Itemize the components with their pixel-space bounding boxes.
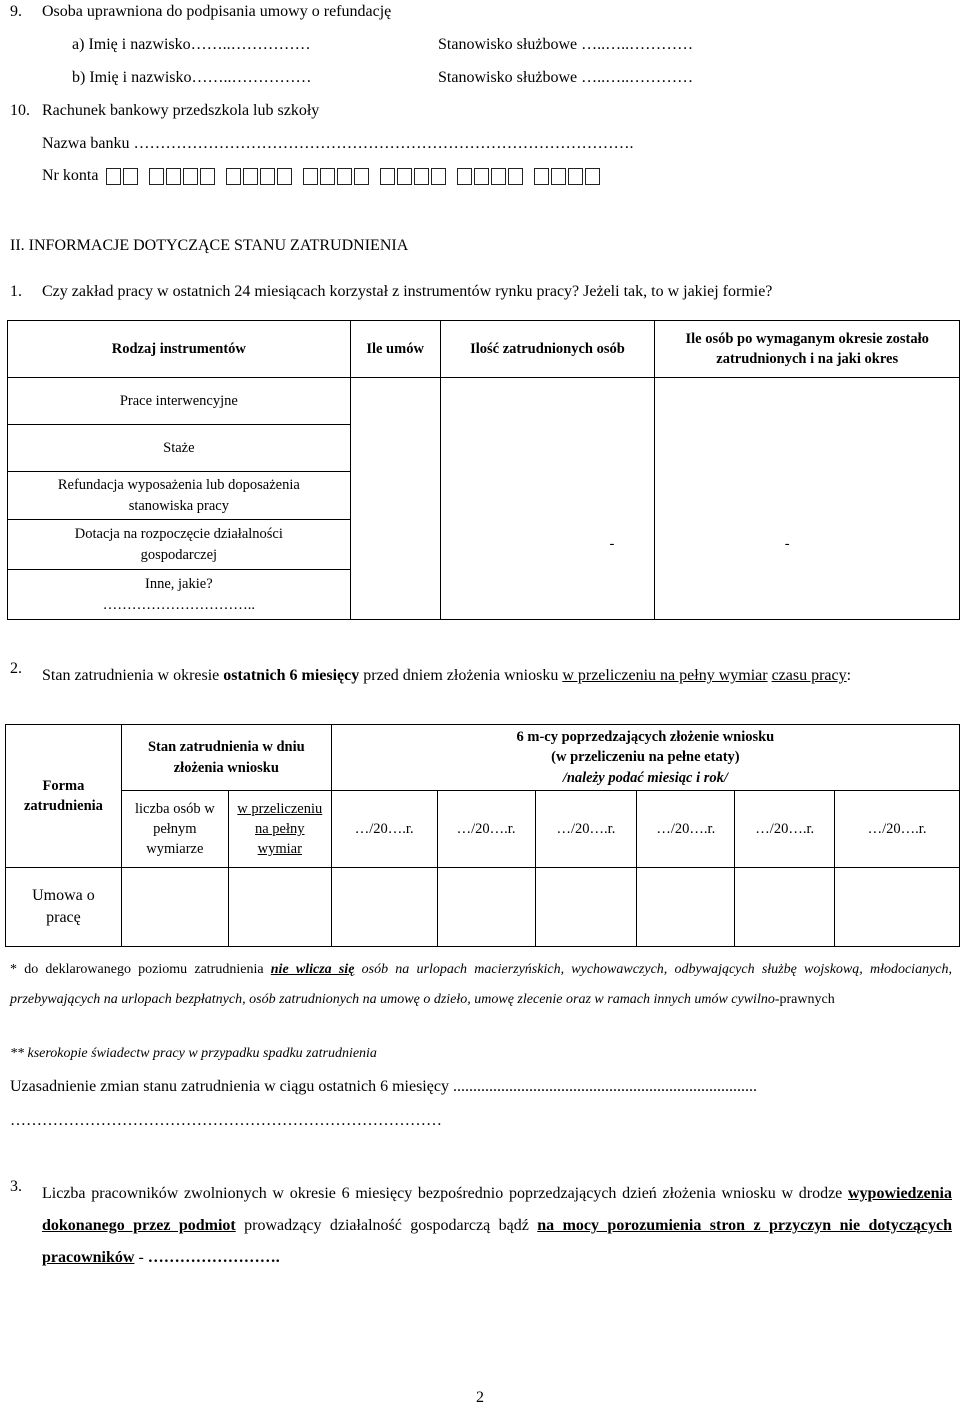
account-digit-box[interactable] <box>260 168 275 185</box>
sec9-b-position-label: Stanowisko służbowe <box>438 69 578 86</box>
instruments-table <box>7 320 960 620</box>
q3-underline1: wypowiedzenia dokonanego przez podmiot <box>42 1185 952 1234</box>
note-1-a: * do deklarowanego poziomu zatrudnienia <box>10 962 271 977</box>
account-digit-box[interactable] <box>123 168 138 185</box>
row-label: Staże <box>8 425 351 472</box>
table-cell[interactable] <box>637 868 735 947</box>
q3-part1: Liczba pracowników zwolnionych w okresie 6 miesięcy bezpośrednio poprzedzających dzień złożenia wniosku w drodze <box>42 1185 848 1202</box>
account-digit-box[interactable] <box>568 168 583 185</box>
employment-table <box>5 724 960 947</box>
account-digit-box[interactable] <box>200 168 215 185</box>
conv-header: w przeliczeniu na pełny wymiar <box>228 791 331 868</box>
sec9-a-position <box>438 36 693 54</box>
account-digit-box[interactable] <box>166 168 181 185</box>
q3-part2: prowadzący działalność gospodarczą bądź <box>235 1217 538 1234</box>
account-digit-box[interactable] <box>354 168 369 185</box>
table-cell[interactable] <box>350 378 440 425</box>
q1-text: Czy zakład pracy w ostatnich 24 miesiącach korzystał z instrumentów rynku pracy? Jeżeli tak, to w jakiej formie? <box>42 283 773 300</box>
account-digit-box[interactable] <box>106 168 121 185</box>
bank-field[interactable]: …………………………………………………………………………………. <box>133 135 634 152</box>
note-1 <box>10 955 952 1014</box>
account-digit-box[interactable] <box>431 168 446 185</box>
row-label: Dotacja na rozpoczęcie działalności gospodarczej <box>8 520 351 570</box>
row-label: Umowa o pracę <box>6 868 122 947</box>
q2-part1: Stan zatrudnienia w okresie <box>42 667 224 684</box>
sec9-title: Osoba uprawniona do podpisania umowy o refundację <box>42 3 392 20</box>
q1-number: 1. <box>10 283 22 300</box>
six-months-header <box>331 725 959 791</box>
justification-label[interactable]: Uzasadnienie zmian stanu zatrudnienia w ciągu ostatnich 6 miesięcy ............................................................................ <box>10 1078 757 1095</box>
account-digit-box[interactable] <box>337 168 352 185</box>
row-label: Prace interwencyjne <box>8 378 351 425</box>
sec9-a-name-label: Imię i nazwisko <box>88 36 191 53</box>
month-cell[interactable]: …/20….r. <box>437 791 535 868</box>
sec9-number: 9. <box>10 3 22 20</box>
account-digit-box[interactable] <box>303 168 318 185</box>
state-header: Stan zatrudnienia w dniu złożenia wniosku <box>121 725 331 791</box>
table-cell[interactable] <box>350 520 440 570</box>
account-digit-box[interactable] <box>149 168 164 185</box>
bank-label: Nazwa banku <box>42 135 130 152</box>
dash-value: - <box>609 536 615 553</box>
table-cell[interactable] <box>440 520 655 570</box>
sec9-b-row <box>72 69 312 87</box>
table-cell[interactable] <box>437 868 535 947</box>
sec9-b-position-field[interactable]: …..…..………… <box>581 69 694 86</box>
justification-dots[interactable]: ……………………………………………………………………… <box>10 1112 442 1129</box>
account-digit-box[interactable] <box>277 168 292 185</box>
month-cell[interactable]: …/20….r. <box>535 791 637 868</box>
table-cell[interactable] <box>535 868 637 947</box>
account-digit-box[interactable] <box>491 168 506 185</box>
account-boxes[interactable] <box>106 167 602 184</box>
header-contracts: Ile umów <box>350 321 440 378</box>
note-1-c: osób na urlopach macierzyńskich, wychowawczych, odbywających służbę wojskową, młodocianych, przebywających na urlopach bezpłatnych, osób zatrudnionych na umowę o dzieło, umowę zlecenie oraz w ramach innych umów cywilno- <box>10 962 952 1007</box>
account-digit-box[interactable] <box>226 168 241 185</box>
header-employed-count: Ilość zatrudnionych osób <box>440 321 655 378</box>
table-cell[interactable] <box>655 472 960 520</box>
note-1-emphasis: nie wlicza się <box>270 962 355 977</box>
sec9-a-name-field[interactable]: ……..…………… <box>190 36 311 53</box>
table-cell[interactable] <box>350 425 440 472</box>
section-ii-title: II. INFORMACJE DOTYCZĄCE STANU ZATRUDNIENIA <box>10 237 409 254</box>
account-label: Nr konta <box>42 167 99 184</box>
table-cell[interactable] <box>655 378 960 425</box>
row-label: Refundacja wyposażenia lub doposażenia stanowiska pracy <box>8 472 351 520</box>
account-row <box>42 167 602 185</box>
account-digit-box[interactable] <box>551 168 566 185</box>
q3-underline2: na mocy porozumienia stron z przyczyn nie dotyczących pracowników <box>42 1217 953 1266</box>
month-cell[interactable]: …/20….r. <box>637 791 735 868</box>
account-digit-box[interactable] <box>183 168 198 185</box>
header-instrument-type: Rodzaj instrumentów <box>8 321 351 378</box>
table-cell[interactable] <box>228 868 331 947</box>
sec9-b-name-label: Imię i nazwisko <box>89 69 192 86</box>
account-digit-box[interactable] <box>457 168 472 185</box>
table-cell[interactable] <box>655 520 960 570</box>
account-digit-box[interactable] <box>585 168 600 185</box>
account-digit-box[interactable] <box>320 168 335 185</box>
sec9-b-name-field[interactable]: ……..…………… <box>191 69 312 86</box>
month-cell[interactable]: …/20….r. <box>331 791 437 868</box>
account-digit-box[interactable] <box>508 168 523 185</box>
account-digit-box[interactable] <box>380 168 395 185</box>
sec10-title: Rachunek bankowy przedszkola lub szkoły <box>42 102 320 119</box>
q2-bold: ostatnich 6 miesięcy <box>223 667 360 684</box>
other-field[interactable]: ………………………….. <box>102 596 255 613</box>
table-cell[interactable] <box>440 472 655 520</box>
table-cell[interactable] <box>331 868 437 947</box>
sec9-a-row <box>72 36 311 54</box>
q3-number: 3. <box>10 1178 22 1195</box>
month-cell[interactable]: …/20….r. <box>835 791 960 868</box>
q3-text <box>42 1178 952 1274</box>
sec9-a-position-label: Stanowisko służbowe <box>438 36 578 53</box>
q3-part3: - <box>134 1249 148 1266</box>
note-1-d: prawnych <box>779 991 835 1007</box>
sec9-b-label: b) <box>72 69 86 86</box>
page-number: 2 <box>476 1389 484 1406</box>
account-digit-box[interactable] <box>243 168 258 185</box>
form-header: Forma zatrudnienia <box>6 725 122 868</box>
dash-value: - <box>784 536 790 553</box>
sec10-number: 10. <box>10 102 30 119</box>
table-cell[interactable] <box>735 868 835 947</box>
sec9-a-position-field[interactable]: …..…..………… <box>581 36 694 53</box>
q2-number: 2. <box>10 660 22 677</box>
header-retained: Ile osób po wymaganym okresie zostało zatrudnionych i na jaki okres <box>655 321 960 378</box>
account-digit-box[interactable] <box>534 168 549 185</box>
account-digit-box[interactable] <box>474 168 489 185</box>
table-cell[interactable] <box>655 425 960 472</box>
q2-underline1: w przeliczeniu na pełny wymiar <box>562 667 768 684</box>
q2-part2: przed dniem złożenia wniosku <box>359 667 563 684</box>
table-cell[interactable] <box>350 570 440 620</box>
row-label-other <box>8 570 351 620</box>
account-digit-box[interactable] <box>414 168 429 185</box>
account-digit-box[interactable] <box>397 168 412 185</box>
table-cell[interactable] <box>835 868 960 947</box>
six-months-hint: /należy podać miesiąc i rok/ <box>562 769 728 786</box>
q2-underline2: czasu pracy <box>771 667 847 684</box>
bank-row <box>42 135 634 153</box>
six-months-sub: (w przeliczeniu na pełne etaty) <box>551 749 740 766</box>
six-months-title: 6 m-cy poprzedzających złożenie wniosku <box>516 729 775 746</box>
table-cell[interactable] <box>440 570 655 620</box>
month-cell[interactable]: …/20….r. <box>735 791 835 868</box>
note-2: ** kserokopie świadectw pracy w przypadku spadku zatrudnienia <box>10 1046 377 1061</box>
table-cell[interactable] <box>350 472 440 520</box>
table-cell[interactable] <box>440 378 655 425</box>
q2-text <box>42 660 952 692</box>
count-header: liczba osób w pełnym wymiarze <box>121 791 228 868</box>
q3-field[interactable]: ……………………. <box>147 1249 280 1266</box>
sec9-b-position <box>438 69 693 87</box>
q2-colon: : <box>846 667 852 684</box>
table-cell[interactable] <box>121 868 228 947</box>
table-cell[interactable] <box>440 425 655 472</box>
sec9-a-label: a) <box>72 36 85 53</box>
table-cell[interactable] <box>655 570 960 620</box>
other-label: Inne, jakie? <box>145 576 213 593</box>
